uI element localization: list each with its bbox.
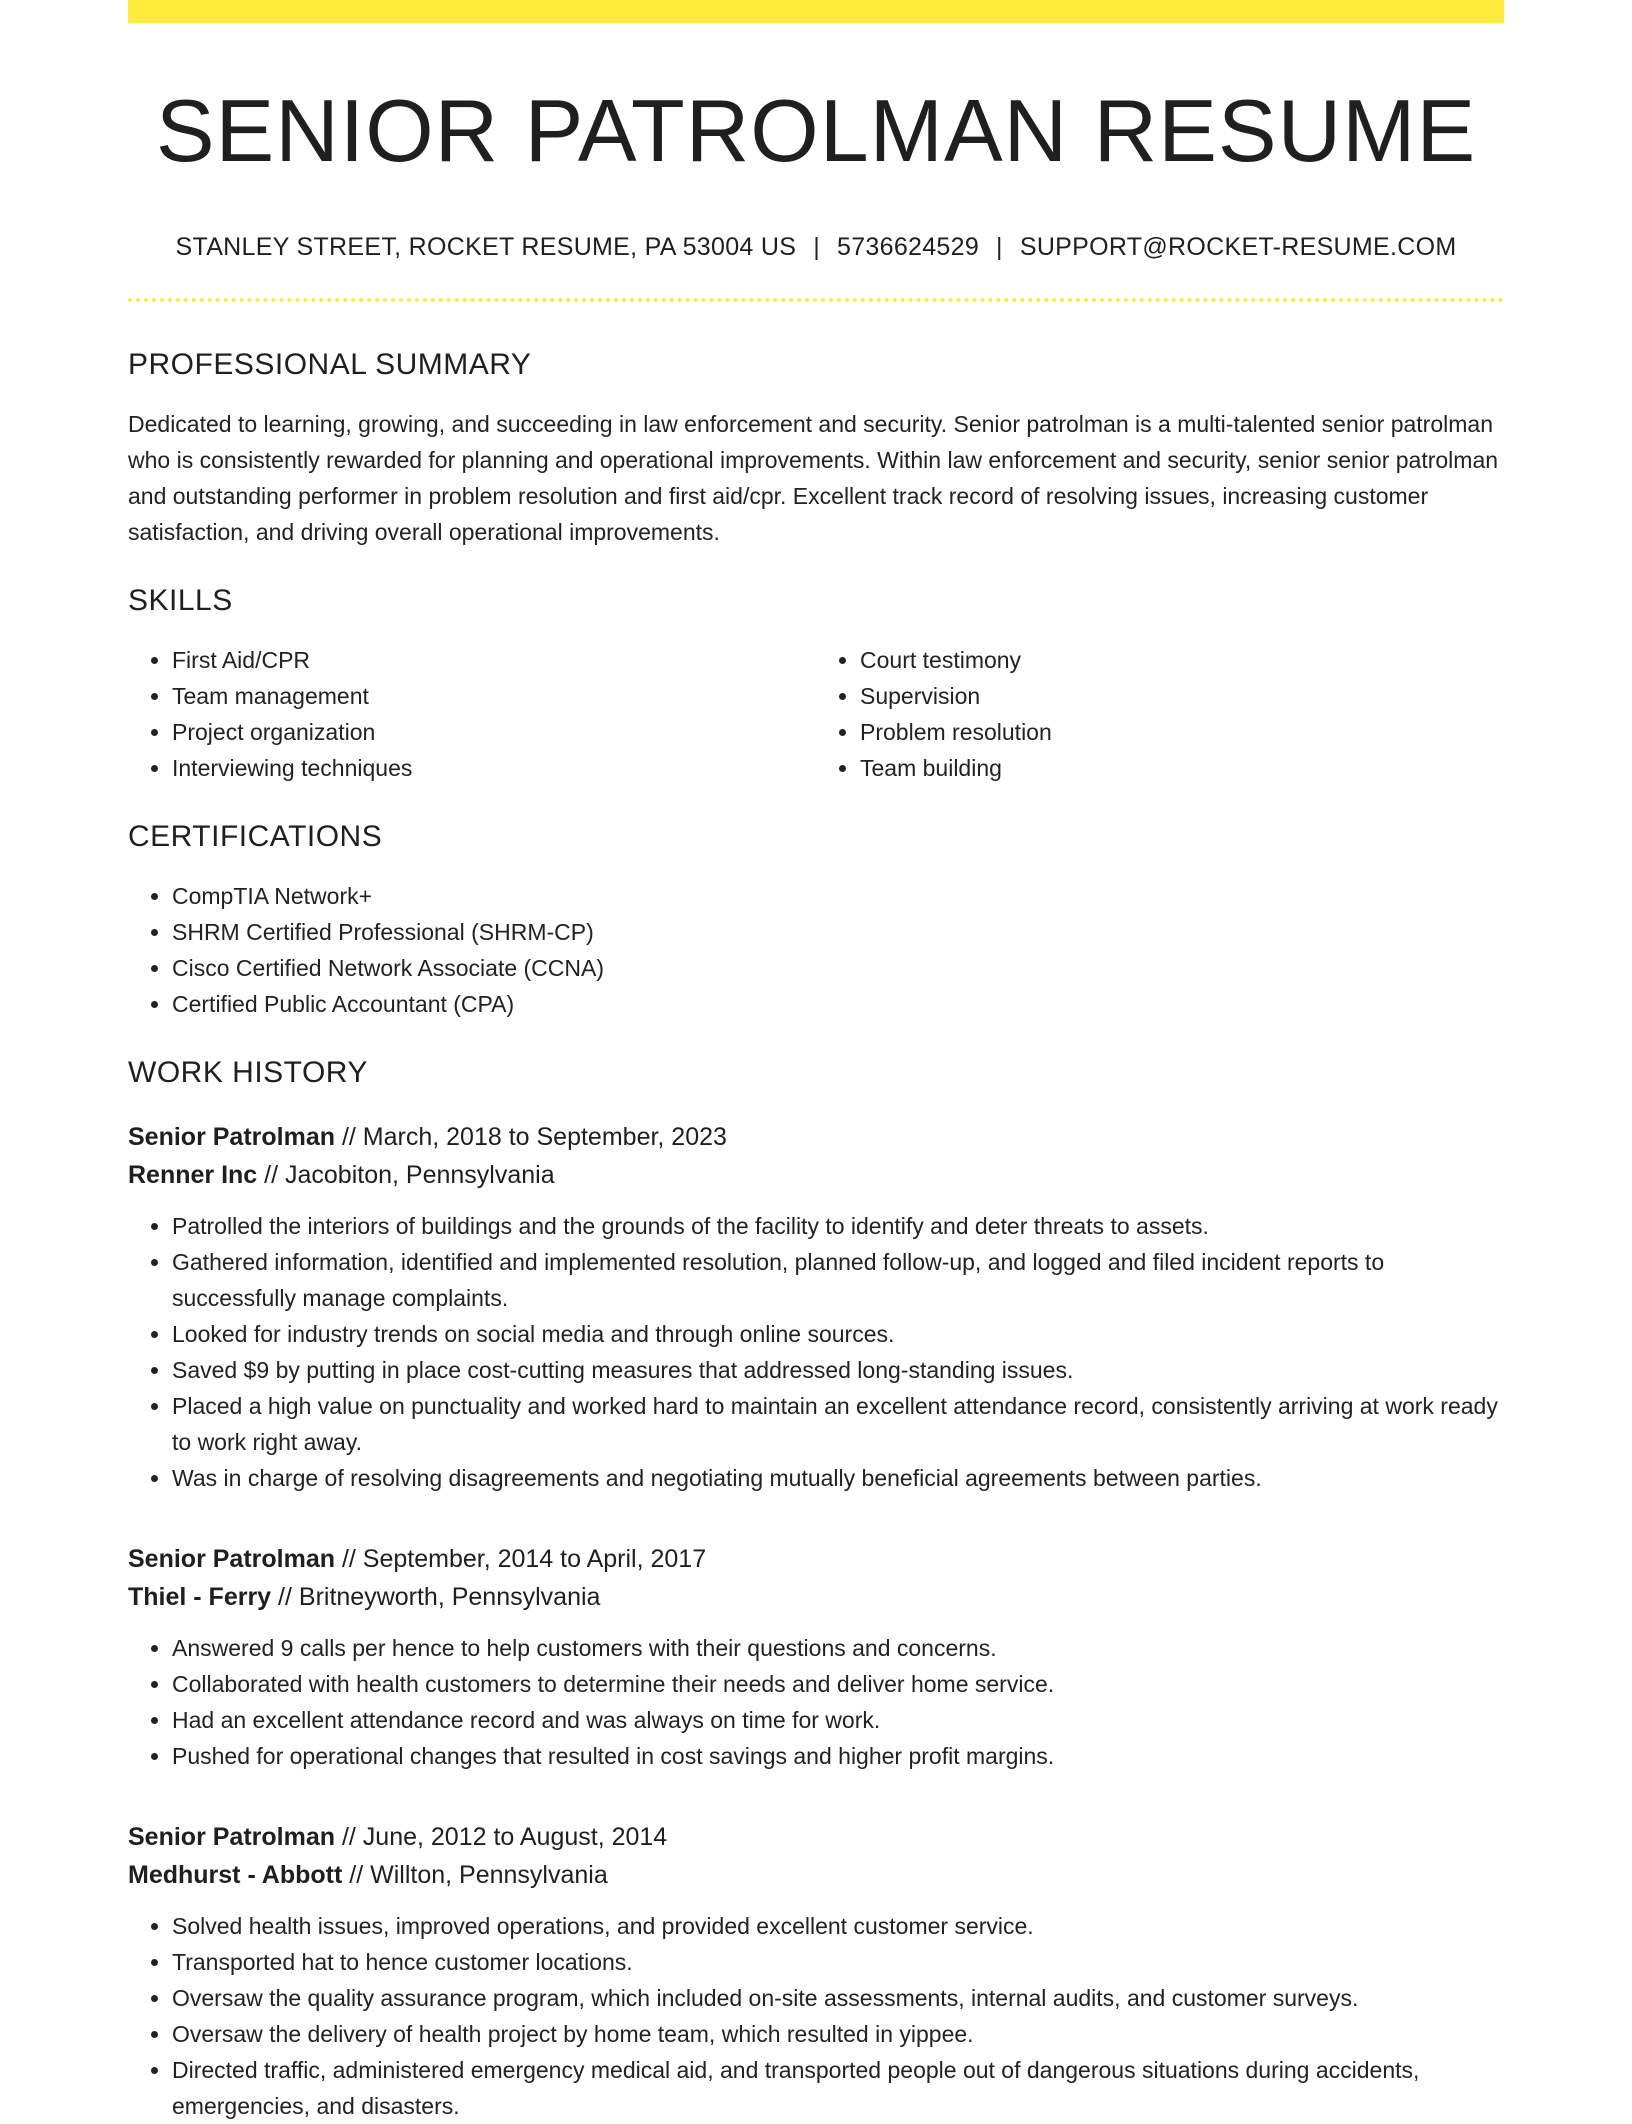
job-dates: March, 2018 to September, 2023 (362, 1123, 727, 1151)
job-bullet: • Looked for industry trends on social media and through online sources. (172, 1316, 1504, 1352)
job-entry (128, 1540, 1504, 1774)
contact-separator: | (813, 233, 820, 261)
job-dates: September, 2014 to April, 2017 (362, 1545, 707, 1573)
job-company-line (128, 1578, 1504, 1616)
job-title: Senior Patrolman (128, 1545, 335, 1573)
skill-item: • Supervision (860, 678, 1504, 714)
job-title: Senior Patrolman (128, 1823, 335, 1851)
skills-left-list (128, 642, 816, 786)
job-bullets (128, 1630, 1504, 1774)
job-title-line (128, 1818, 1504, 1856)
skills-columns (128, 642, 1504, 786)
job-company: Renner Inc (128, 1161, 258, 1189)
job-location: Willton, Pennsylvania (370, 1861, 608, 1889)
resume-page (128, 0, 1504, 2124)
job-title-line (128, 1118, 1504, 1156)
job-bullet: • Was in charge of resolving disagreements and negotiating mutually beneficial agreements between parties. (172, 1460, 1504, 1496)
summary-heading: PROFESSIONAL SUMMARY (128, 348, 532, 381)
job-title-line (128, 1540, 1504, 1578)
skill-item: • Court testimony (860, 642, 1504, 678)
job-bullets (128, 1208, 1504, 1496)
certification-item: • SHRM Certified Professional (SHRM-CP) (172, 914, 1504, 950)
work-history-heading: WORK HISTORY (128, 1056, 368, 1089)
skills-right-list (816, 642, 1504, 786)
top-accent-bar (128, 0, 1504, 23)
job-bullet: • Directed traffic, administered emergency medical aid, and transported people out of dangerous situations during accidents, emergencies, and disasters. (172, 2052, 1504, 2124)
resume-title: SENIOR PATROLMAN RESUME (155, 81, 1477, 180)
job-separator: // (257, 1161, 285, 1189)
certification-item: • Certified Public Accountant (CPA) (172, 986, 1504, 1022)
job-bullets (128, 1908, 1504, 2124)
job-location: Britneyworth, Pennsylvania (298, 1583, 601, 1611)
certification-item: • CompTIA Network+ (172, 878, 1504, 914)
job-bullet: • Pushed for operational changes that resulted in cost savings and higher profit margins. (172, 1738, 1504, 1774)
contact-phone: 5736624529 (837, 233, 980, 261)
job-bullet: • Collaborated with health customers to determine their needs and deliver home service. (172, 1666, 1504, 1702)
job-bullet: • Saved $9 by putting in place cost-cutting measures that addressed long-standing issues. (172, 1352, 1504, 1388)
contact-line (128, 233, 1504, 262)
job-company: Medhurst - Abbott (128, 1861, 343, 1889)
job-title: Senior Patrolman (128, 1123, 335, 1151)
job-company-line (128, 1856, 1504, 1894)
summary-text: Dedicated to learning, growing, and succeeding in law enforcement and security. Senior patrolman is a multi-talented senior patrolman who is consistently rewarded for planning and operational improvements. Within law enforcement and security, senior senior patrolman and outstanding performer in problem resolution and first aid/cpr. Excellent track record of resolving issues, increasing customer satisfaction, and driving overall operational improvements. (128, 411, 1499, 545)
skill-item: • Project organization (172, 714, 816, 750)
job-separator: // (342, 1861, 371, 1889)
job-bullet: • Gathered information, identified and implemented resolution, planned follow-up, and logged and filed incident reports to successfully manage complaints. (172, 1244, 1504, 1316)
job-entry (128, 1118, 1504, 1496)
summary-section (128, 348, 1504, 550)
job-separator: // (271, 1583, 299, 1611)
job-dates: June, 2012 to August, 2014 (362, 1823, 668, 1851)
dotted-divider (128, 298, 1504, 302)
skill-item: • Team management (172, 678, 816, 714)
certifications-heading: CERTIFICATIONS (128, 820, 383, 853)
job-bullet: • Placed a high value on punctuality and worked hard to maintain an excellent attendance record, consistently arriving at work ready to work right away. (172, 1388, 1504, 1460)
work-history-section (128, 1056, 1504, 2124)
job-separator: // (335, 1545, 363, 1573)
contact-separator: | (996, 233, 1003, 261)
job-company: Thiel - Ferry (128, 1583, 272, 1611)
job-separator: // (335, 1823, 363, 1851)
job-bullet: • Had an excellent attendance record and was always on time for work. (172, 1702, 1504, 1738)
job-location: Jacobiton, Pennsylvania (285, 1161, 555, 1189)
skills-section (128, 584, 1504, 786)
skill-item: • Interviewing techniques (172, 750, 816, 786)
contact-email: SUPPORT@ROCKET-RESUME.COM (1019, 233, 1457, 261)
certification-item: • Cisco Certified Network Associate (CCNA) (172, 950, 1504, 986)
skill-item: • Team building (860, 750, 1504, 786)
job-bullet: • Answered 9 calls per hence to help customers with their questions and concerns. (172, 1630, 1504, 1666)
contact-address: STANLEY STREET, ROCKET RESUME, PA 53004 US (175, 233, 797, 261)
certifications-list (128, 878, 1504, 1022)
certifications-section (128, 820, 1504, 1022)
job-bullet: • Patrolled the interiors of buildings and the grounds of the facility to identify and deter threats to assets. (172, 1208, 1504, 1244)
job-bullet: • Oversaw the delivery of health project by home team, which resulted in yippee. (172, 2016, 1504, 2052)
job-separator: // (335, 1123, 363, 1151)
skill-item: • Problem resolution (860, 714, 1504, 750)
job-company-line (128, 1156, 1504, 1194)
job-entry (128, 1818, 1504, 2124)
skills-heading: SKILLS (128, 584, 233, 617)
job-bullet: • Solved health issues, improved operations, and provided excellent customer service. (172, 1908, 1504, 1944)
skill-item: • First Aid/CPR (172, 642, 816, 678)
job-bullet: • Transported hat to hence customer locations. (172, 1944, 1504, 1980)
job-bullet: • Oversaw the quality assurance program, which included on-site assessments, internal audits, and customer surveys. (172, 1980, 1504, 2016)
